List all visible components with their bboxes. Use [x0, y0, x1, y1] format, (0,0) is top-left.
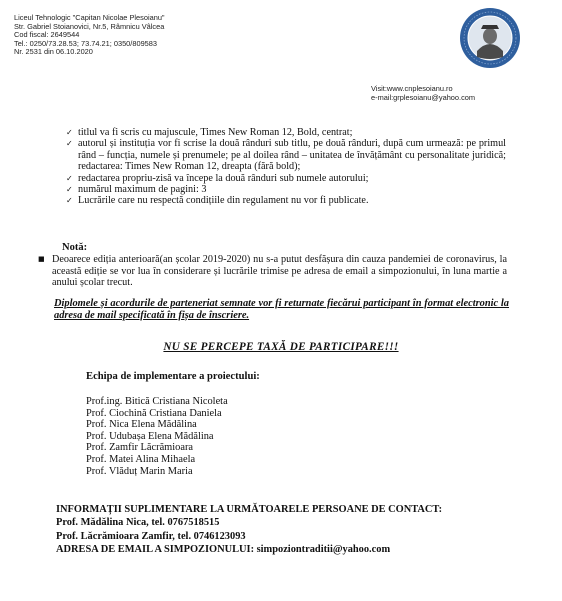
contact-web [371, 84, 475, 102]
team-list [86, 396, 228, 477]
list-item: ✓ Lucrările care nu respectă condițiile din regulament nu vor fi publicate. [66, 195, 369, 207]
checkmark-icon: ✓ [66, 128, 73, 137]
website-link[interactable]: Visit:www.cnplesoianu.ro [371, 84, 453, 93]
square-bullet-icon: ■ [38, 255, 45, 263]
team-member: Prof.ing. Bitică Cristiana Nicoleta [86, 396, 228, 407]
school-name: Liceul Tehnologic "Capitan Nicolae Plesoianu" [14, 13, 165, 22]
checkmark-icon: ✓ [66, 173, 73, 183]
team-member: Prof. Zamfir Lăcrămioara [86, 442, 194, 454]
diplomas-notice: Diplomele și acordurile de parteneriat semnate vor fi returnate fiecărui participant în format electronic la adresa de mail specificată în fișa de înscriere. [54, 298, 509, 321]
school-address: Str. Gabriel Stoianovici, Nr.5, Râmnicu Vâlcea [14, 21, 165, 31]
note-paragraph: ■ Deoarece ediția anterioară(an școlar 2019-2020) nu s-a putut desfășura din cauza pandemiei de coronavirus, la această ediție se vor lua în considerare și lucrările trimise pe adresa de email a simpozionului, în luna martie a anului școlar trecut. [38, 254, 507, 289]
list-item: ✓ titlul va fi scris cu majuscule, Times New Roman 12, Bold, centrat; [66, 127, 353, 138]
list-item: ✓ redactarea propriu-zisă va începe la două rânduri sub numele autorului; [66, 172, 369, 184]
team-member: Prof. Ciochină Cristiana Daniela [86, 407, 222, 419]
team-member: Prof. Udubașa Elena Mădălina [86, 430, 214, 442]
no-fee-notice: NU SE PERCEPE TAXĂ DE PARTICIPARE!!! [163, 341, 399, 353]
team-title: Echipa de implementare a proiectului: [86, 371, 260, 382]
note-label: Notă: [62, 242, 88, 253]
team-member: Prof. Vlăduț Marin Maria [86, 465, 193, 477]
team-member: Prof. Matei Alina Mihaela [86, 453, 196, 465]
phone-numbers: Tel.: 0250/73.28.53; 73.74.21; 0350/809583 [14, 38, 158, 48]
symposium-email[interactable]: ADRESA DE EMAIL A SIMPOZIONULUI: simpoziontraditii@yahoo.com [56, 544, 391, 556]
contact-heading: INFORMAȚII SUPLIMENTARE LA URMĂTOARELE PERSOANE DE CONTACT: [56, 504, 443, 515]
team-member: Prof. Nica Elena Mădălina [86, 419, 197, 431]
checkmark-icon: ✓ [66, 196, 73, 206]
fiscal-code: Cod fiscal: 2649544 [14, 30, 80, 40]
contact-person: Prof. Lăcrămioara Zamfir, tel. 0746123093 [56, 530, 246, 542]
school-header [14, 14, 165, 57]
list-item: ✓ autorul și instituția vor fi scrise la două rânduri sub titlu, pe două rânduri, după cum urmează: pe primul rând – funcția, numele și prenumele; pe al doilea rând – unitatea de învățământ cu personalitate juridică; redactarea: Times New Roman 12, dreapta (fără bold); [66, 138, 506, 173]
list-item: ✓ numărul maximum de pagini: 3 [66, 184, 207, 196]
contact-person: Prof. Mădălina Nica, tel. 0767518515 [56, 517, 220, 529]
school-seal-logo [459, 7, 521, 69]
checkmark-icon: ✓ [66, 139, 73, 149]
formatting-rules-list [66, 127, 506, 207]
school-email[interactable]: e-mail:grplesoianu@yahoo.com [371, 93, 476, 102]
contact-info [56, 503, 442, 557]
registration-number: Nr. 2531 din 06.10.2020 [14, 47, 93, 57]
checkmark-icon: ✓ [66, 185, 73, 195]
